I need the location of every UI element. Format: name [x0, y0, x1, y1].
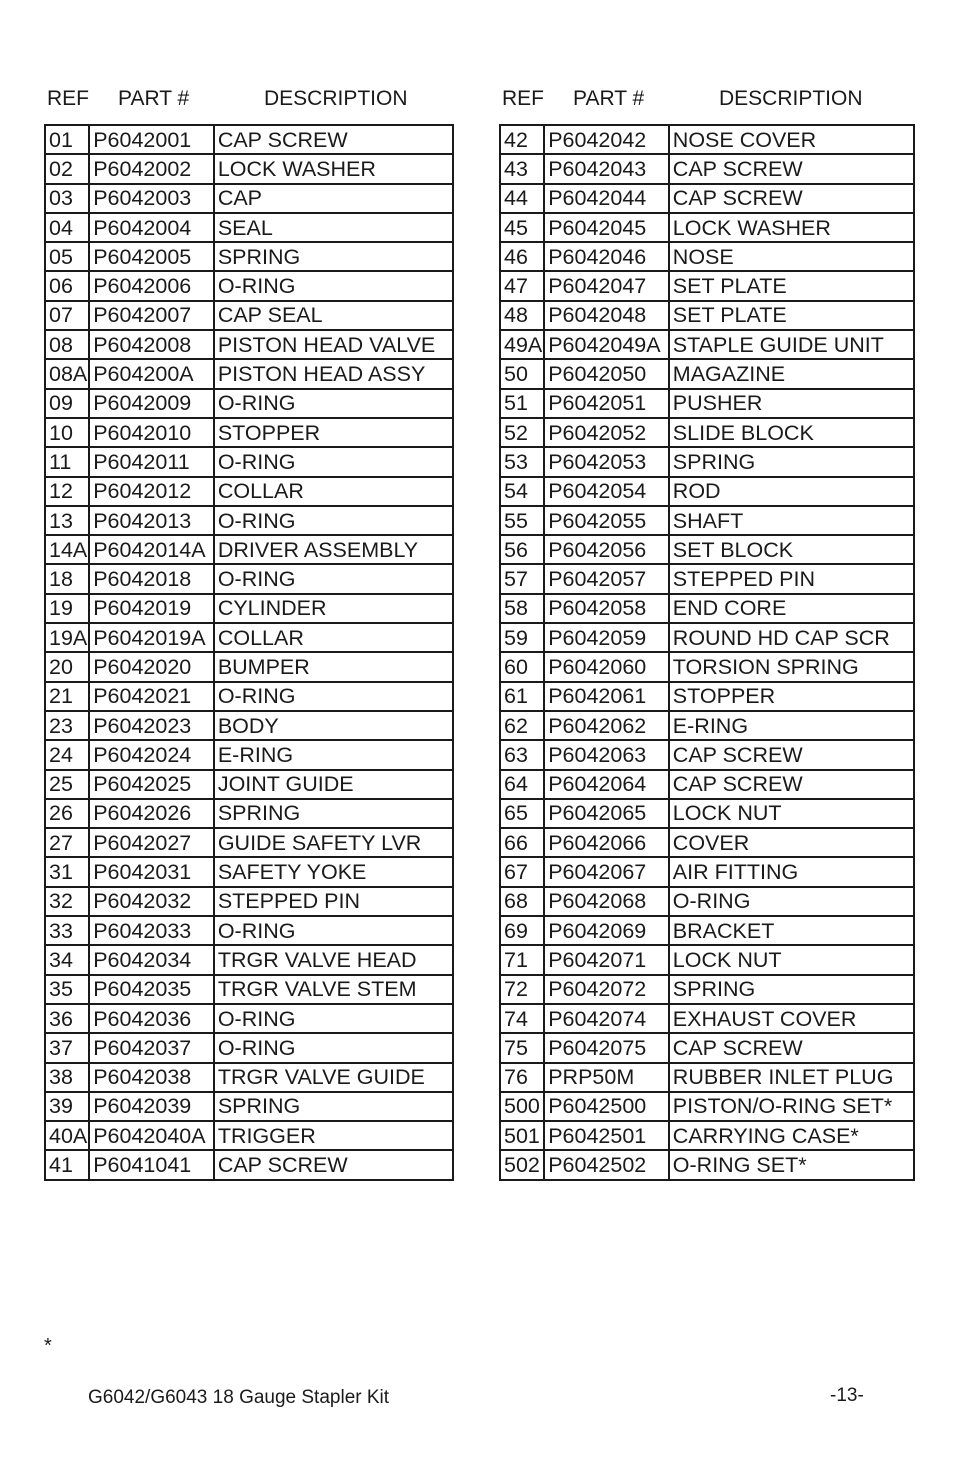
- ref-cell: 75: [500, 1033, 544, 1062]
- ref-cell: 54: [500, 477, 544, 506]
- ref-cell: 41: [45, 1150, 89, 1179]
- description-cell: PISTON/O-RING SET*: [669, 1092, 914, 1121]
- part-number-cell: P6042049A: [544, 330, 669, 359]
- part-number-cell: P604200A: [89, 359, 214, 388]
- ref-cell: 61: [500, 682, 544, 711]
- part-number-cell: P6042002: [89, 154, 214, 183]
- part-number-cell: P6042062: [544, 711, 669, 740]
- ref-cell: 502: [500, 1150, 544, 1179]
- ref-cell: 35: [45, 975, 89, 1004]
- description-cell: SHAFT: [669, 506, 914, 535]
- part-number-cell: P6042001: [89, 125, 214, 154]
- ref-cell: 10: [45, 418, 89, 447]
- table-row: [45, 125, 453, 154]
- table-row: [500, 740, 914, 769]
- ref-cell: 07: [45, 301, 89, 330]
- ref-cell: 43: [500, 154, 544, 183]
- ref-cell: 21: [45, 682, 89, 711]
- description-cell: END CORE: [669, 594, 914, 623]
- description-cell: SAFETY YOKE: [214, 857, 453, 886]
- description-cell: SPRING: [214, 242, 453, 271]
- ref-cell: 64: [500, 770, 544, 799]
- description-cell: SLIDE BLOCK: [669, 418, 914, 447]
- table-row: [45, 389, 453, 418]
- table-row: [500, 857, 914, 886]
- part-number-cell: P6042009: [89, 389, 214, 418]
- description-header: DESCRIPTION: [719, 87, 863, 110]
- ref-cell: 02: [45, 154, 89, 183]
- table-row: [45, 447, 453, 476]
- part-number-cell: P6042500: [544, 1092, 669, 1121]
- description-cell: PISTON HEAD VALVE: [214, 330, 453, 359]
- table-row: [500, 1150, 914, 1179]
- parts-table-left: [44, 124, 454, 1181]
- description-cell: STOPPER: [214, 418, 453, 447]
- table-row: [45, 1150, 453, 1179]
- description-cell: SPRING: [214, 799, 453, 828]
- part-number-cell: P6042064: [544, 770, 669, 799]
- part-number-cell: P6042047: [544, 271, 669, 300]
- table-row: [500, 477, 914, 506]
- description-cell: CAP: [214, 184, 453, 213]
- ref-cell: 44: [500, 184, 544, 213]
- part-number-cell: P6042024: [89, 740, 214, 769]
- table-row: [500, 1121, 914, 1150]
- part-number-cell: P6042004: [89, 213, 214, 242]
- part-number-cell: P6042034: [89, 945, 214, 974]
- description-cell: SPRING: [669, 975, 914, 1004]
- part-number-cell: P6042054: [544, 477, 669, 506]
- part-number-cell: P6042005: [89, 242, 214, 271]
- table-row: [500, 945, 914, 974]
- part-number-cell: P6042045: [544, 213, 669, 242]
- description-cell: CAP SCREW: [669, 154, 914, 183]
- table-row: [45, 477, 453, 506]
- table-row: [45, 887, 453, 916]
- part-number-cell: P6042072: [544, 975, 669, 1004]
- description-cell: MAGAZINE: [669, 359, 914, 388]
- description-cell: TRGR VALVE HEAD: [214, 945, 453, 974]
- description-cell: CAP SCREW: [214, 1150, 453, 1179]
- table-row: [45, 975, 453, 1004]
- part-number-cell: P6042069: [544, 916, 669, 945]
- ref-cell: 14A: [45, 535, 89, 564]
- table-row: [500, 623, 914, 652]
- description-cell: GUIDE SAFETY LVR: [214, 828, 453, 857]
- description-cell: O-RING: [214, 1033, 453, 1062]
- table-row: [45, 652, 453, 681]
- part-number-cell: P6042046: [544, 242, 669, 271]
- description-cell: O-RING SET*: [669, 1150, 914, 1179]
- description-cell: TRGR VALVE STEM: [214, 975, 453, 1004]
- description-cell: ROUND HD CAP SCR: [669, 623, 914, 652]
- table-row: [500, 271, 914, 300]
- part-number-cell: P6042035: [89, 975, 214, 1004]
- part-number-cell: P6042063: [544, 740, 669, 769]
- table-row: [45, 213, 453, 242]
- ref-cell: 42: [500, 125, 544, 154]
- description-cell: CARRYING CASE*: [669, 1121, 914, 1150]
- part-number-cell: P6042003: [89, 184, 214, 213]
- ref-cell: 51: [500, 389, 544, 418]
- ref-cell: 68: [500, 887, 544, 916]
- part-number-cell: P6042065: [544, 799, 669, 828]
- ref-cell: 40A: [45, 1121, 89, 1150]
- table-row: [500, 564, 914, 593]
- table-row: [500, 887, 914, 916]
- ref-cell: 24: [45, 740, 89, 769]
- description-cell: NOSE: [669, 242, 914, 271]
- description-cell: CAP SCREW: [669, 770, 914, 799]
- part-number-cell: P6042008: [89, 330, 214, 359]
- description-cell: STEPPED PIN: [214, 887, 453, 916]
- table-row: [45, 1092, 453, 1121]
- ref-cell: 74: [500, 1004, 544, 1033]
- description-cell: CYLINDER: [214, 594, 453, 623]
- ref-cell: 49A: [500, 330, 544, 359]
- ref-cell: 33: [45, 916, 89, 945]
- table-row: [500, 799, 914, 828]
- part-number-cell: P6042071: [544, 945, 669, 974]
- table-row: [500, 330, 914, 359]
- table-row: [45, 799, 453, 828]
- table-row: [45, 301, 453, 330]
- table-row: [45, 330, 453, 359]
- ref-cell: 71: [500, 945, 544, 974]
- ref-cell: 08: [45, 330, 89, 359]
- description-cell: RUBBER INLET PLUG: [669, 1063, 914, 1092]
- ref-cell: 76: [500, 1063, 544, 1092]
- description-cell: SET PLATE: [669, 271, 914, 300]
- part-number-cell: P6042031: [89, 857, 214, 886]
- part-number-cell: P6042023: [89, 711, 214, 740]
- table-row: [500, 242, 914, 271]
- ref-cell: 39: [45, 1092, 89, 1121]
- part-number-cell: P6042021: [89, 682, 214, 711]
- ref-cell: 53: [500, 447, 544, 476]
- description-cell: O-RING: [214, 271, 453, 300]
- ref-cell: 26: [45, 799, 89, 828]
- description-cell: O-RING: [214, 916, 453, 945]
- part-number-cell: P6042013: [89, 506, 214, 535]
- table-row: [45, 1121, 453, 1150]
- part-number-cell: PRP50M: [544, 1063, 669, 1092]
- table-row: [45, 154, 453, 183]
- description-cell: O-RING: [214, 389, 453, 418]
- ref-cell: 58: [500, 594, 544, 623]
- table-row: [500, 652, 914, 681]
- ref-cell: 48: [500, 301, 544, 330]
- table-row: [45, 711, 453, 740]
- table-row: [45, 359, 453, 388]
- description-cell: TORSION SPRING: [669, 652, 914, 681]
- description-cell: STOPPER: [669, 682, 914, 711]
- part-number-cell: P6042040A: [89, 1121, 214, 1150]
- description-cell: LOCK NUT: [669, 945, 914, 974]
- part-number-cell: P6042055: [544, 506, 669, 535]
- part-number-cell: P6042060: [544, 652, 669, 681]
- table-row: [45, 535, 453, 564]
- ref-cell: 05: [45, 242, 89, 271]
- part-number-cell: P6042056: [544, 535, 669, 564]
- part-number-cell: P6042039: [89, 1092, 214, 1121]
- part-number-cell: P6042012: [89, 477, 214, 506]
- description-cell: DRIVER ASSEMBLY: [214, 535, 453, 564]
- ref-cell: 47: [500, 271, 544, 300]
- part-number-cell: P6042050: [544, 359, 669, 388]
- description-cell: LOCK WASHER: [669, 213, 914, 242]
- table-row: [45, 594, 453, 623]
- ref-cell: 06: [45, 271, 89, 300]
- ref-cell: 31: [45, 857, 89, 886]
- table-row: [45, 184, 453, 213]
- part-number-cell: P6042066: [544, 828, 669, 857]
- description-cell: COLLAR: [214, 623, 453, 652]
- description-cell: COVER: [669, 828, 914, 857]
- part-number-cell: P6042052: [544, 418, 669, 447]
- ref-cell: 500: [500, 1092, 544, 1121]
- table-row: [45, 828, 453, 857]
- ref-cell: 55: [500, 506, 544, 535]
- description-cell: O-RING: [669, 887, 914, 916]
- table-row: [45, 623, 453, 652]
- table-row: [500, 447, 914, 476]
- part-number-cell: P6042014A: [89, 535, 214, 564]
- table-row: [500, 535, 914, 564]
- table-row: [45, 770, 453, 799]
- part-header: PART #: [118, 87, 190, 110]
- ref-cell: 45: [500, 213, 544, 242]
- part-number-cell: P6042007: [89, 301, 214, 330]
- ref-cell: 501: [500, 1121, 544, 1150]
- description-cell: SET BLOCK: [669, 535, 914, 564]
- table-row: [45, 740, 453, 769]
- ref-header: REF: [47, 87, 89, 110]
- description-cell: PISTON HEAD ASSY: [214, 359, 453, 388]
- description-cell: STEPPED PIN: [669, 564, 914, 593]
- part-number-cell: P6042020: [89, 652, 214, 681]
- description-cell: O-RING: [214, 564, 453, 593]
- table-row: [45, 1063, 453, 1092]
- description-cell: O-RING: [214, 1004, 453, 1033]
- table-row: [500, 1033, 914, 1062]
- ref-cell: 04: [45, 213, 89, 242]
- ref-cell: 66: [500, 828, 544, 857]
- part-number-cell: P6042043: [544, 154, 669, 183]
- part-number-cell: P6042026: [89, 799, 214, 828]
- ref-cell: 11: [45, 447, 89, 476]
- part-number-cell: P6042502: [544, 1150, 669, 1179]
- table-row: [45, 242, 453, 271]
- part-number-cell: P6042501: [544, 1121, 669, 1150]
- table-row: [500, 418, 914, 447]
- ref-cell: 67: [500, 857, 544, 886]
- table-row: [500, 711, 914, 740]
- ref-cell: 72: [500, 975, 544, 1004]
- description-cell: LOCK WASHER: [214, 154, 453, 183]
- description-cell: CAP SCREW: [214, 125, 453, 154]
- table-row: [500, 184, 914, 213]
- table-row: [500, 359, 914, 388]
- ref-cell: 65: [500, 799, 544, 828]
- ref-cell: 36: [45, 1004, 89, 1033]
- description-cell: SPRING: [214, 1092, 453, 1121]
- part-number-cell: P6042037: [89, 1033, 214, 1062]
- ref-cell: 63: [500, 740, 544, 769]
- description-cell: BODY: [214, 711, 453, 740]
- ref-cell: 52: [500, 418, 544, 447]
- part-number-cell: P6042048: [544, 301, 669, 330]
- description-cell: E-RING: [669, 711, 914, 740]
- description-cell: BRACKET: [669, 916, 914, 945]
- table-row: [45, 1033, 453, 1062]
- table-row: [45, 506, 453, 535]
- ref-cell: 46: [500, 242, 544, 271]
- part-number-cell: P6042010: [89, 418, 214, 447]
- ref-cell: 19A: [45, 623, 89, 652]
- table-row: [500, 916, 914, 945]
- description-cell: PUSHER: [669, 389, 914, 418]
- description-cell: STAPLE GUIDE UNIT: [669, 330, 914, 359]
- part-number-cell: P6042058: [544, 594, 669, 623]
- ref-cell: 32: [45, 887, 89, 916]
- description-cell: NOSE COVER: [669, 125, 914, 154]
- part-number-cell: P6042018: [89, 564, 214, 593]
- table-row: [500, 213, 914, 242]
- part-number-cell: P6042042: [544, 125, 669, 154]
- part-number-cell: P6042059: [544, 623, 669, 652]
- description-cell: BUMPER: [214, 652, 453, 681]
- part-number-cell: P6042038: [89, 1063, 214, 1092]
- ref-cell: 38: [45, 1063, 89, 1092]
- table-row: [45, 1004, 453, 1033]
- description-cell: CAP SCREW: [669, 184, 914, 213]
- description-cell: COLLAR: [214, 477, 453, 506]
- ref-header: REF: [502, 87, 544, 110]
- part-number-cell: P6042044: [544, 184, 669, 213]
- part-number-cell: P6042032: [89, 887, 214, 916]
- page-number: -13-: [830, 1385, 864, 1406]
- ref-cell: 62: [500, 711, 544, 740]
- ref-cell: 19: [45, 594, 89, 623]
- ref-cell: 57: [500, 564, 544, 593]
- table-row: [500, 125, 914, 154]
- ref-cell: 18: [45, 564, 89, 593]
- description-cell: LOCK NUT: [669, 799, 914, 828]
- ref-cell: 01: [45, 125, 89, 154]
- description-cell: AIR FITTING: [669, 857, 914, 886]
- parts-table-right: [499, 124, 915, 1181]
- ref-cell: 08A: [45, 359, 89, 388]
- description-cell: JOINT GUIDE: [214, 770, 453, 799]
- ref-cell: 59: [500, 623, 544, 652]
- ref-cell: 20: [45, 652, 89, 681]
- ref-cell: 50: [500, 359, 544, 388]
- description-cell: CAP SCREW: [669, 740, 914, 769]
- ref-cell: 25: [45, 770, 89, 799]
- description-cell: TRGR VALVE GUIDE: [214, 1063, 453, 1092]
- ref-cell: 69: [500, 916, 544, 945]
- description-cell: TRIGGER: [214, 1121, 453, 1150]
- ref-cell: 56: [500, 535, 544, 564]
- description-cell: EXHAUST COVER: [669, 1004, 914, 1033]
- part-number-cell: P6042053: [544, 447, 669, 476]
- part-number-cell: P6042051: [544, 389, 669, 418]
- description-cell: O-RING: [214, 682, 453, 711]
- table-row: [500, 389, 914, 418]
- footer-title: G6042/G6043 18 Gauge Stapler Kit: [88, 1387, 390, 1408]
- ref-cell: 12: [45, 477, 89, 506]
- ref-cell: 60: [500, 652, 544, 681]
- part-number-cell: P6042057: [544, 564, 669, 593]
- table-row: [45, 857, 453, 886]
- table-row: [500, 1063, 914, 1092]
- table-row: [45, 564, 453, 593]
- description-header: DESCRIPTION: [264, 87, 408, 110]
- table-row: [500, 301, 914, 330]
- table-row: [45, 271, 453, 300]
- table-row: [500, 594, 914, 623]
- table-row: [500, 1092, 914, 1121]
- part-number-cell: P6042067: [544, 857, 669, 886]
- table-row: [500, 828, 914, 857]
- ref-cell: 23: [45, 711, 89, 740]
- description-cell: SET PLATE: [669, 301, 914, 330]
- part-number-cell: P6041041: [89, 1150, 214, 1179]
- part-number-cell: P6042068: [544, 887, 669, 916]
- table-row: [500, 682, 914, 711]
- part-number-cell: P6042019A: [89, 623, 214, 652]
- table-row: [45, 916, 453, 945]
- part-number-cell: P6042025: [89, 770, 214, 799]
- part-number-cell: P6042074: [544, 1004, 669, 1033]
- part-number-cell: P6042027: [89, 828, 214, 857]
- description-cell: SEAL: [214, 213, 453, 242]
- part-number-cell: P6042075: [544, 1033, 669, 1062]
- part-number-cell: P6042011: [89, 447, 214, 476]
- table-row: [500, 975, 914, 1004]
- table-row: [45, 682, 453, 711]
- table-row: [45, 418, 453, 447]
- ref-cell: 09: [45, 389, 89, 418]
- ref-cell: 34: [45, 945, 89, 974]
- table-row: [45, 945, 453, 974]
- table-row: [500, 154, 914, 183]
- part-number-cell: P6042006: [89, 271, 214, 300]
- part-number-cell: P6042033: [89, 916, 214, 945]
- table-row: [500, 1004, 914, 1033]
- description-cell: O-RING: [214, 506, 453, 535]
- description-cell: ROD: [669, 477, 914, 506]
- table-row: [500, 506, 914, 535]
- ref-cell: 03: [45, 184, 89, 213]
- part-number-cell: P6042036: [89, 1004, 214, 1033]
- part-number-cell: P6042019: [89, 594, 214, 623]
- description-cell: SPRING: [669, 447, 914, 476]
- ref-cell: 37: [45, 1033, 89, 1062]
- ref-cell: 27: [45, 828, 89, 857]
- description-cell: CAP SCREW: [669, 1033, 914, 1062]
- description-cell: E-RING: [214, 740, 453, 769]
- part-number-cell: P6042061: [544, 682, 669, 711]
- description-cell: CAP SEAL: [214, 301, 453, 330]
- footnote-marker: *: [44, 1335, 52, 1357]
- part-header: PART #: [573, 87, 645, 110]
- table-row: [500, 770, 914, 799]
- ref-cell: 13: [45, 506, 89, 535]
- description-cell: O-RING: [214, 447, 453, 476]
